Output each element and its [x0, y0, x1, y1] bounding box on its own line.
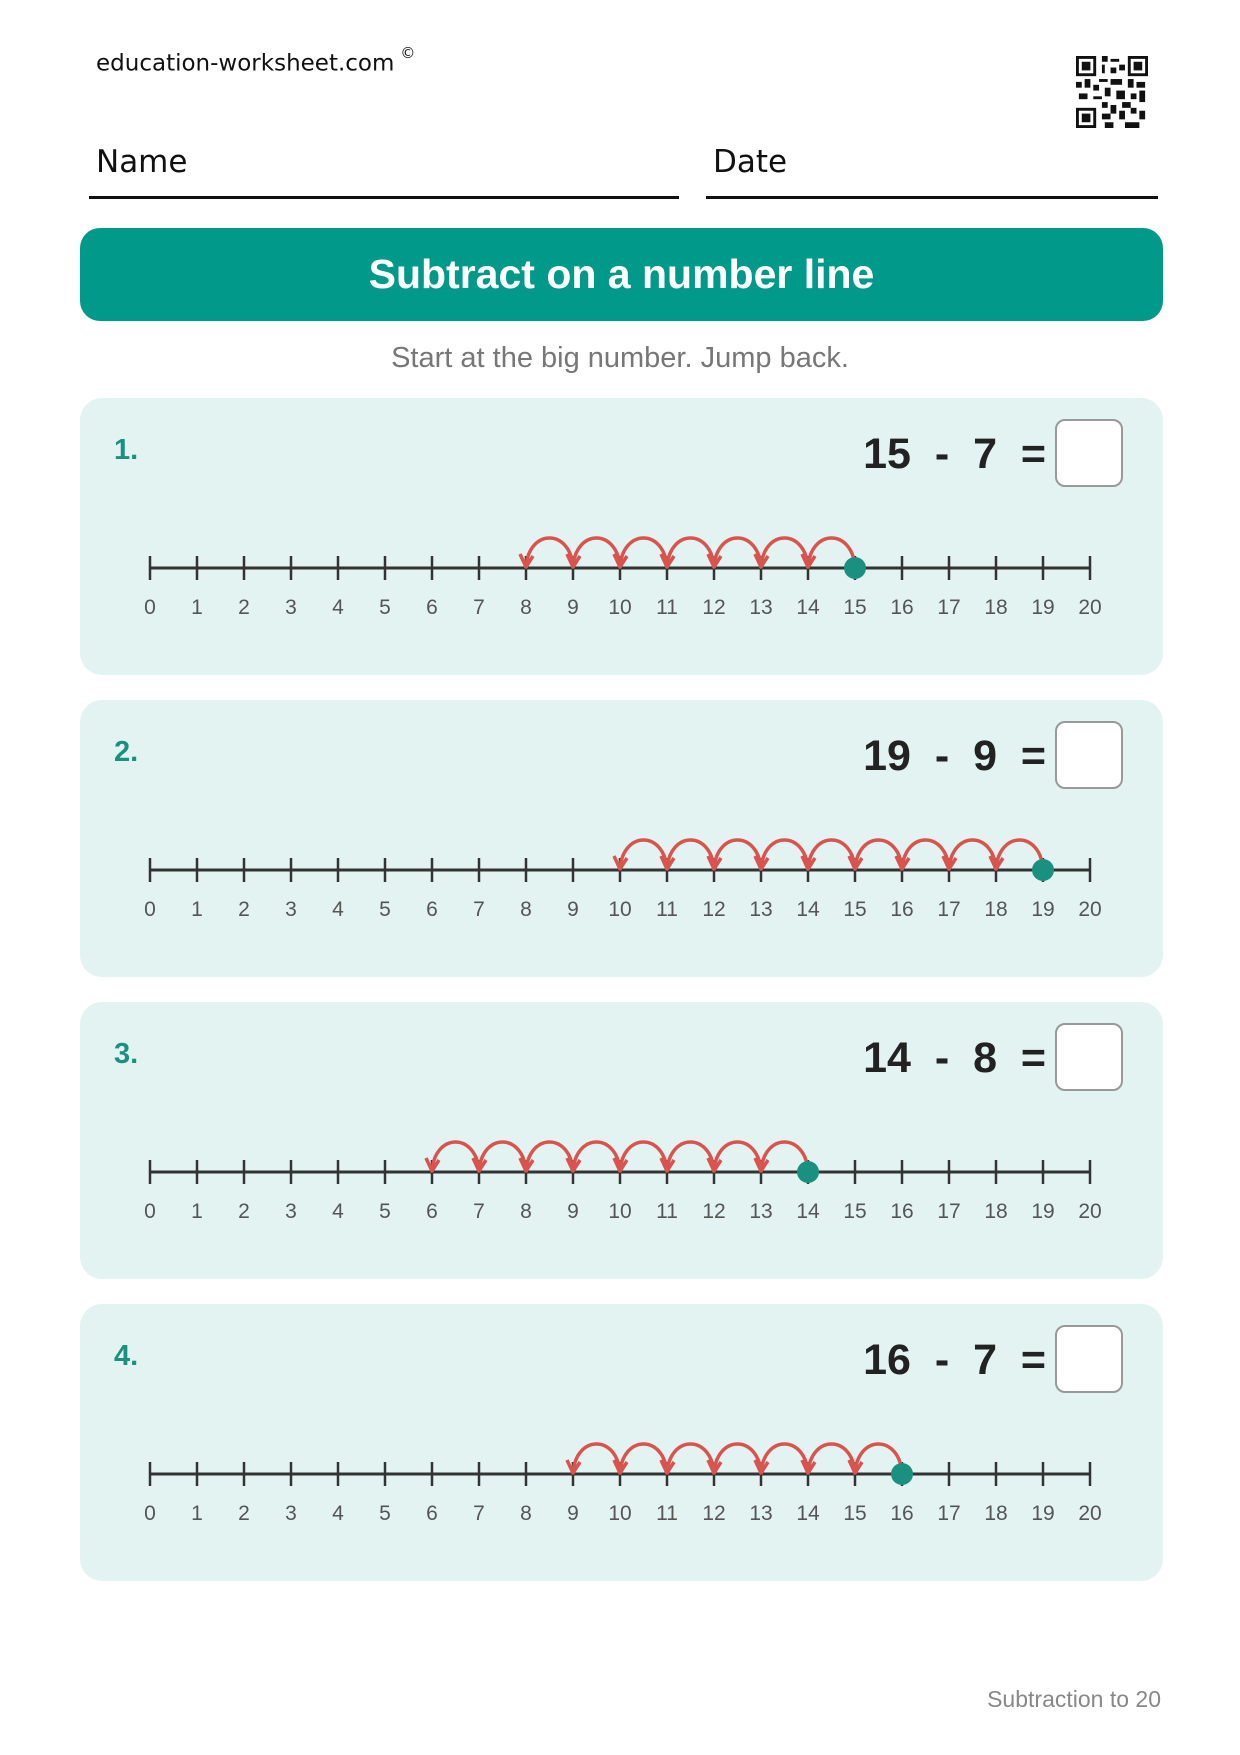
- tick-label: 18: [984, 1200, 1008, 1223]
- jump-arc: [761, 840, 808, 870]
- tick-label: 6: [426, 596, 438, 619]
- tick-label: 5: [379, 898, 391, 921]
- tick-label: 2: [238, 898, 250, 921]
- problem-number: 4.: [114, 1340, 139, 1372]
- jump-arc: [855, 840, 902, 870]
- tick-label: 2: [238, 596, 250, 619]
- tick-label: 9: [567, 1502, 579, 1525]
- tick-label: 14: [796, 596, 820, 619]
- tick-label: 15: [843, 898, 867, 921]
- qr-code-icon: [1076, 56, 1148, 128]
- equation: 15 - 7 =: [863, 430, 1046, 478]
- start-point-dot: [891, 1463, 913, 1485]
- jump-arc: [479, 1142, 526, 1172]
- tick-label: 2: [238, 1502, 250, 1525]
- date-label: Date: [713, 144, 788, 180]
- tick-label: 14: [796, 1502, 820, 1525]
- tick-label: 19: [1031, 596, 1055, 619]
- number-line: [80, 700, 1163, 977]
- tick-label: 13: [749, 1200, 773, 1223]
- jump-arc: [573, 538, 620, 568]
- tick-label: 20: [1078, 596, 1102, 619]
- number-line: [80, 1304, 1163, 1581]
- jump-arc: [620, 840, 667, 870]
- problem-number: 2.: [114, 736, 139, 768]
- tick-label: 0: [144, 1502, 156, 1525]
- tick-label: 20: [1078, 1502, 1102, 1525]
- tick-label: 5: [379, 1502, 391, 1525]
- tick-label: 3: [285, 898, 297, 921]
- tick-label: 14: [796, 1200, 820, 1223]
- jump-arc: [667, 1444, 714, 1474]
- tick-label: 4: [332, 1502, 344, 1525]
- tick-label: 5: [379, 596, 391, 619]
- tick-label: 1: [191, 596, 203, 619]
- start-point-dot: [844, 557, 866, 579]
- tick-label: 18: [984, 1502, 1008, 1525]
- jump-arc: [526, 1142, 573, 1172]
- problem-card: [80, 1304, 1163, 1581]
- tick-label: 7: [473, 1502, 485, 1525]
- number-line: [80, 1002, 1163, 1279]
- tick-label: 17: [937, 898, 961, 921]
- tick-label: 19: [1031, 898, 1055, 921]
- tick-label: 17: [937, 1502, 961, 1525]
- copyright-symbol: ©: [400, 44, 416, 62]
- title-banner: [80, 228, 1163, 321]
- equation: 14 - 8 =: [863, 1034, 1046, 1082]
- tick-label: 12: [702, 1502, 726, 1525]
- tick-label: 4: [332, 898, 344, 921]
- tick-label: 11: [656, 596, 678, 619]
- jump-arc: [949, 840, 996, 870]
- name-label: Name: [96, 144, 188, 180]
- tick-label: 16: [890, 898, 914, 921]
- tick-label: 3: [285, 596, 297, 619]
- jump-arc: [573, 1142, 620, 1172]
- start-point-dot: [797, 1161, 819, 1183]
- tick-label: 8: [520, 596, 532, 619]
- tick-label: 1: [191, 1502, 203, 1525]
- problem-card: [80, 1002, 1163, 1279]
- equation: 19 - 9 =: [863, 732, 1046, 780]
- tick-label: 0: [144, 898, 156, 921]
- tick-label: 18: [984, 898, 1008, 921]
- jump-arc: [620, 1444, 667, 1474]
- jump-arc: [902, 840, 949, 870]
- jump-arc: [620, 1142, 667, 1172]
- problem-number: 1.: [114, 434, 139, 466]
- jump-arc: [667, 1142, 714, 1172]
- problem-card: [80, 700, 1163, 977]
- footer-topic: Subtraction to 20: [987, 1686, 1161, 1712]
- tick-label: 0: [144, 596, 156, 619]
- tick-label: 11: [656, 898, 678, 921]
- tick-label: 11: [656, 1200, 678, 1223]
- jump-arc: [761, 538, 808, 568]
- tick-label: 6: [426, 1502, 438, 1525]
- tick-label: 16: [890, 596, 914, 619]
- tick-label: 12: [702, 898, 726, 921]
- tick-label: 4: [332, 596, 344, 619]
- equation: 16 - 7 =: [863, 1336, 1046, 1384]
- problem-number: 3.: [114, 1038, 139, 1070]
- tick-label: 6: [426, 898, 438, 921]
- tick-label: 1: [191, 898, 203, 921]
- jump-arc: [432, 1142, 479, 1172]
- tick-label: 8: [520, 898, 532, 921]
- tick-label: 20: [1078, 898, 1102, 921]
- tick-label: 8: [520, 1502, 532, 1525]
- tick-label: 13: [749, 596, 773, 619]
- tick-label: 19: [1031, 1502, 1055, 1525]
- date-field[interactable]: [706, 140, 1158, 199]
- tick-label: 10: [608, 898, 632, 921]
- tick-label: 13: [749, 1502, 773, 1525]
- tick-label: 16: [890, 1502, 914, 1525]
- tick-label: 19: [1031, 1200, 1055, 1223]
- tick-label: 14: [796, 898, 820, 921]
- tick-label: 15: [843, 1502, 867, 1525]
- tick-label: 3: [285, 1502, 297, 1525]
- tick-label: 5: [379, 1200, 391, 1223]
- tick-label: 10: [608, 596, 632, 619]
- tick-label: 17: [937, 1200, 961, 1223]
- jump-arc: [714, 1444, 761, 1474]
- number-line: [80, 398, 1163, 675]
- tick-label: 12: [702, 1200, 726, 1223]
- site-url: education-worksheet.com: [96, 50, 395, 77]
- tick-label: 10: [608, 1502, 632, 1525]
- jump-arc: [526, 538, 573, 568]
- tick-label: 20: [1078, 1200, 1102, 1223]
- tick-label: 12: [702, 596, 726, 619]
- tick-label: 13: [749, 898, 773, 921]
- jump-arc: [714, 538, 761, 568]
- tick-label: 7: [473, 596, 485, 619]
- tick-label: 4: [332, 1200, 344, 1223]
- page-title: Subtract on a number line: [368, 251, 875, 297]
- jump-arc: [573, 1444, 620, 1474]
- tick-label: 2: [238, 1200, 250, 1223]
- jump-arc: [620, 538, 667, 568]
- tick-label: 18: [984, 596, 1008, 619]
- tick-label: 16: [890, 1200, 914, 1223]
- jump-arc: [808, 840, 855, 870]
- start-point-dot: [1032, 859, 1054, 881]
- site-name: [96, 44, 416, 77]
- jump-arc: [714, 1142, 761, 1172]
- tick-label: 10: [608, 1200, 632, 1223]
- tick-label: 7: [473, 1200, 485, 1223]
- tick-label: 8: [520, 1200, 532, 1223]
- name-field[interactable]: [89, 140, 679, 199]
- tick-label: 17: [937, 596, 961, 619]
- tick-label: 9: [567, 898, 579, 921]
- tick-label: 6: [426, 1200, 438, 1223]
- tick-label: 7: [473, 898, 485, 921]
- tick-label: 9: [567, 1200, 579, 1223]
- jump-arc: [761, 1444, 808, 1474]
- jump-arc: [808, 1444, 855, 1474]
- problem-card: [80, 398, 1163, 675]
- jump-arc: [714, 840, 761, 870]
- tick-label: 3: [285, 1200, 297, 1223]
- tick-label: 15: [843, 596, 867, 619]
- tick-label: 11: [656, 1502, 678, 1525]
- jump-arc: [667, 538, 714, 568]
- tick-label: 15: [843, 1200, 867, 1223]
- tick-label: 0: [144, 1200, 156, 1223]
- tick-label: 1: [191, 1200, 203, 1223]
- instructions: Start at the big number. Jump back.: [391, 342, 849, 374]
- tick-label: 9: [567, 596, 579, 619]
- jump-arc: [667, 840, 714, 870]
